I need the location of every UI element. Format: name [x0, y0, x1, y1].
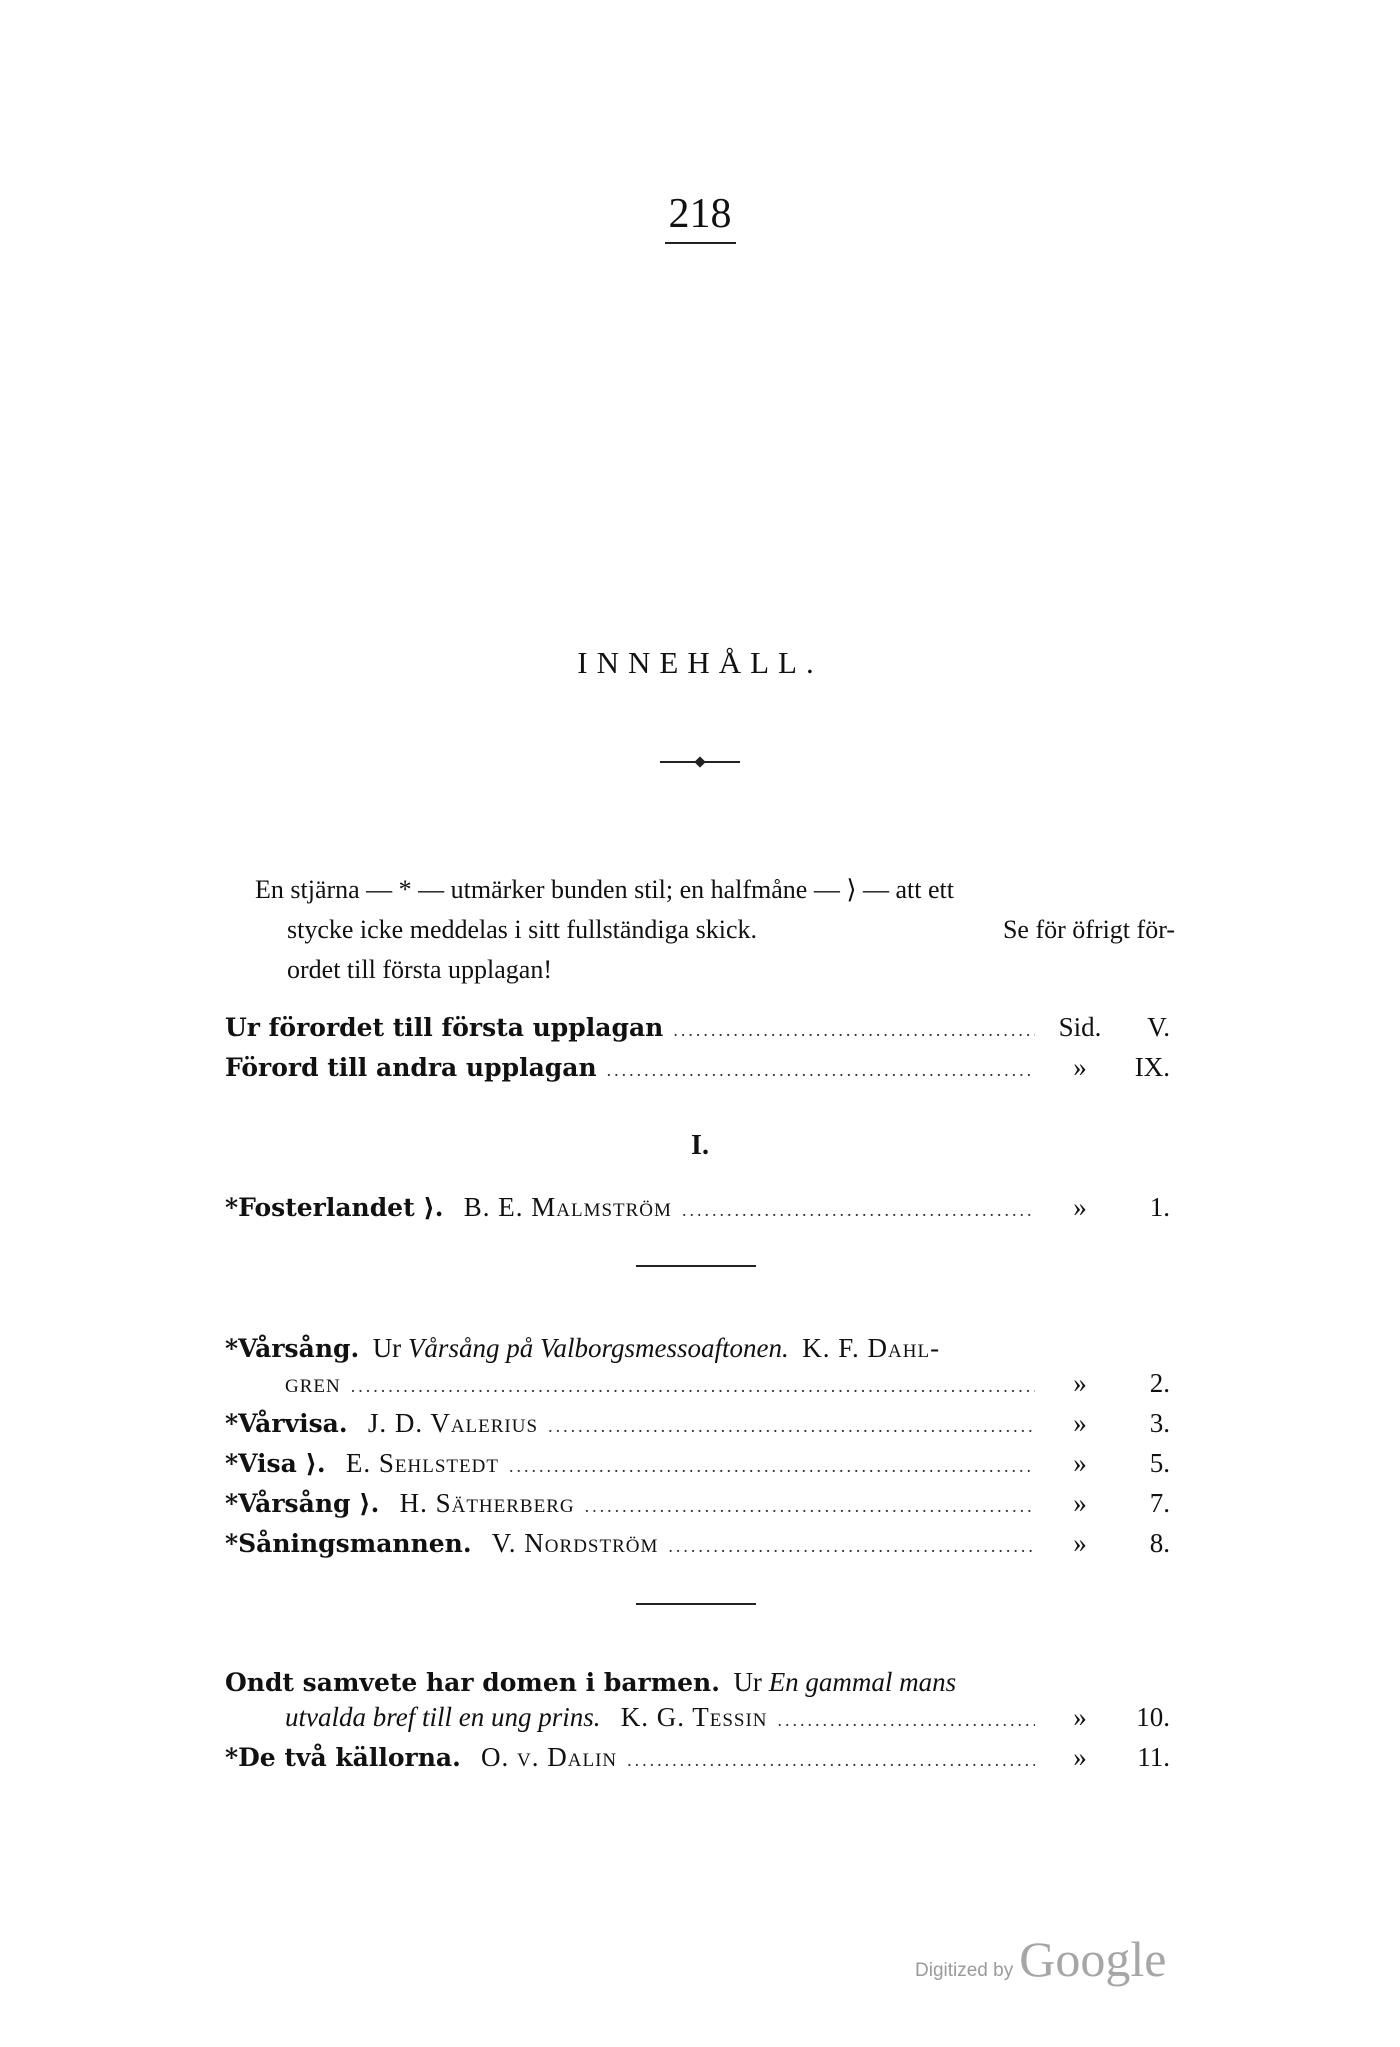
page-number	[0, 190, 1400, 244]
entry-title: Visa ⟩.	[238, 1449, 326, 1478]
entry-page: 2.	[1149, 1368, 1170, 1398]
entry-marker: Sid.	[1058, 1012, 1102, 1042]
entry-title: Ondt samvete har domen i barmen.	[225, 1668, 720, 1697]
entry-author: K. G. Tessin	[620, 1702, 768, 1732]
leader-dots	[668, 1536, 1035, 1557]
entry-page: IX.	[1134, 1052, 1170, 1082]
toc-entry[interactable]	[225, 1192, 1170, 1232]
ornament-divider	[660, 758, 740, 766]
toc-entry[interactable]	[225, 1528, 1170, 1568]
intro-line-2-text-b: Se för öfrigt för-	[1002, 915, 1175, 944]
entry-marker: »	[1073, 1702, 1087, 1732]
entry-marker: »	[1073, 1448, 1087, 1478]
entry-star: *	[225, 1409, 239, 1438]
google-logo: Google	[1019, 1931, 1167, 1987]
page-number-text: 218	[665, 190, 736, 244]
entry-author: B. E. Malmström	[463, 1192, 672, 1222]
entry-author: K. F. Dahl-	[802, 1333, 941, 1363]
entry-title: Vårsång ⟩.	[238, 1489, 380, 1518]
entry-star: *	[225, 1193, 239, 1222]
entry-marker: »	[1073, 1368, 1087, 1398]
entry-author-cont: gren	[285, 1368, 341, 1398]
toc-entry[interactable]	[225, 1408, 1170, 1448]
contents-heading: INNEHÅLL.	[577, 645, 823, 680]
entry-ur: Ur	[372, 1333, 402, 1363]
entry-source: En gammal mans	[768, 1667, 957, 1697]
entry-page: 1.	[1149, 1192, 1170, 1222]
toc-entry[interactable]	[225, 1448, 1170, 1488]
intro-note	[255, 870, 1175, 990]
watermark-small-text: Digitized by	[915, 1960, 1014, 1981]
entry-title: Förord till andra upplagan	[225, 1053, 597, 1082]
entry-author: H. Sätherberg	[399, 1488, 575, 1518]
entry-source: Vårsång på Valborgsmessoaftonen.	[407, 1333, 789, 1363]
leader-dots	[607, 1060, 1035, 1081]
entry-marker: »	[1073, 1192, 1087, 1222]
entry-title: Fosterlandet ⟩.	[238, 1193, 444, 1222]
entry-star: *	[225, 1529, 239, 1558]
intro-line-2-text-a: stycke icke meddelas i sitt fullständiga skick.	[287, 915, 758, 944]
entry-page: 8.	[1149, 1528, 1170, 1558]
entry-title: Vårvisa.	[238, 1409, 348, 1438]
intro-line-1-text: En stjärna — * — utmärker bunden stil; en halfmåne — ⟩ — att ett	[255, 875, 954, 904]
entry-star: *	[225, 1489, 239, 1518]
toc-entry-continuation[interactable]	[285, 1702, 1170, 1742]
section-rule	[636, 1603, 756, 1605]
leader-dots	[585, 1496, 1035, 1517]
entry-page: V.	[1147, 1012, 1170, 1042]
entry-author: E. Sehlstedt	[345, 1448, 499, 1478]
ornament-diamond	[694, 756, 705, 767]
entry-page: 3.	[1149, 1408, 1170, 1438]
entry-author: O. v. Dalin	[481, 1742, 618, 1772]
entry-ur: Ur	[733, 1667, 762, 1697]
entry-title: Vårsång.	[238, 1334, 360, 1363]
section-rule	[636, 1265, 756, 1267]
toc-entry-multiline[interactable]	[225, 1662, 1170, 1703]
entry-source-cont: utvalda bref till en ung prins.	[285, 1702, 601, 1732]
entry-author: V. Nordström	[491, 1528, 659, 1558]
toc-entry-multiline[interactable]	[225, 1328, 1170, 1369]
intro-line-2	[255, 910, 1175, 950]
entry-page: 7.	[1149, 1488, 1170, 1518]
leader-dots	[778, 1710, 1035, 1731]
toc-entry[interactable]	[225, 1488, 1170, 1528]
entry-author: J. D. Valerius	[367, 1408, 539, 1438]
leader-dots	[548, 1416, 1035, 1437]
entry-marker: »	[1073, 1408, 1087, 1438]
section-number: I.	[691, 1130, 709, 1161]
leader-dots	[673, 1020, 1035, 1041]
intro-line-3: ordet till första upplagan!	[287, 955, 552, 984]
leader-dots	[682, 1200, 1035, 1221]
entry-marker: »	[1073, 1488, 1087, 1518]
entry-page: 5.	[1149, 1448, 1170, 1478]
entry-star: *	[225, 1334, 239, 1363]
entry-marker: »	[1073, 1052, 1087, 1082]
entry-star: *	[225, 1449, 239, 1478]
entry-page: 11.	[1137, 1742, 1170, 1772]
leader-dots	[627, 1750, 1035, 1771]
toc-entry[interactable]	[225, 1742, 1170, 1782]
entry-star: *	[225, 1743, 239, 1772]
toc-entry-continuation[interactable]	[285, 1368, 1170, 1408]
entry-marker: »	[1073, 1528, 1087, 1558]
leader-dots	[351, 1376, 1035, 1397]
digitized-watermark	[915, 1930, 1166, 1988]
intro-line-1	[255, 870, 1175, 910]
entry-title: De två källorna.	[238, 1743, 461, 1772]
entry-marker: »	[1073, 1742, 1087, 1772]
leader-dots	[509, 1456, 1035, 1477]
entry-page: 10.	[1136, 1702, 1170, 1732]
entry-title: Såningsmannen.	[238, 1529, 472, 1558]
entry-title: Ur förordet till första upplagan	[225, 1013, 664, 1042]
toc-entry[interactable]	[225, 1052, 1170, 1092]
toc-entry[interactable]	[225, 1012, 1170, 1052]
